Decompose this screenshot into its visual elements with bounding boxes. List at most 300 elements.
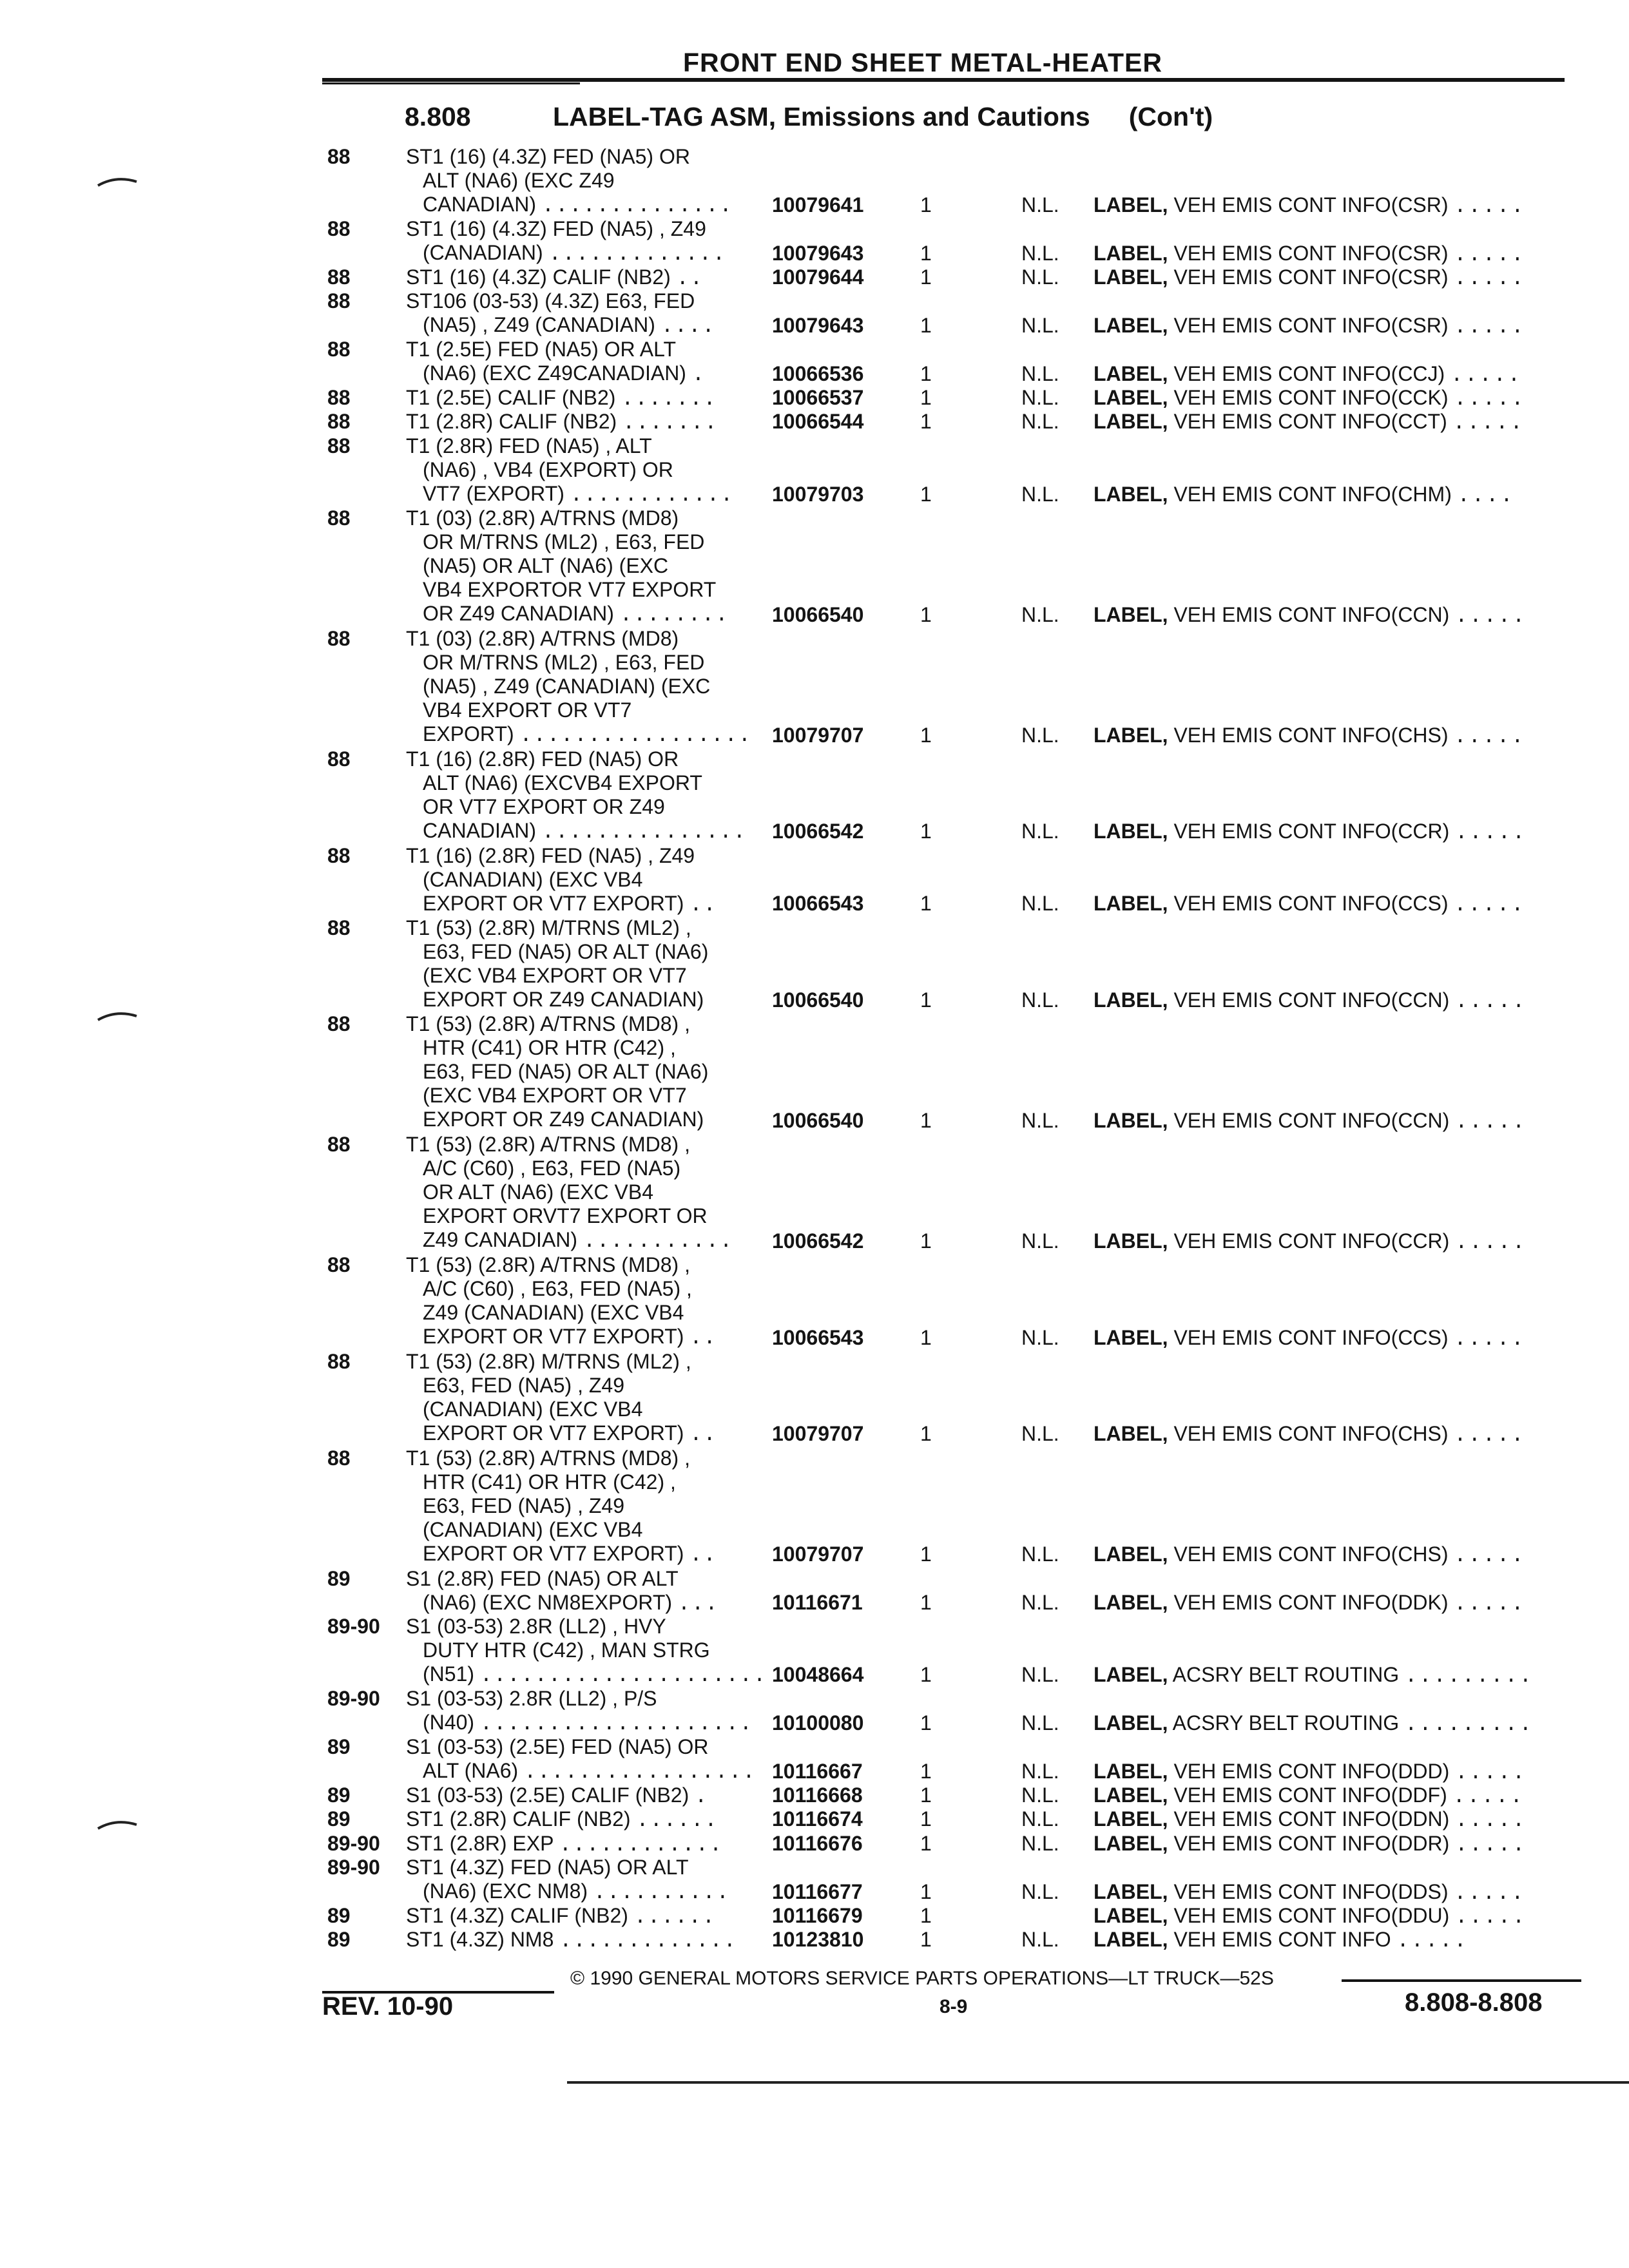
part-description-noun: LABEL, bbox=[1094, 723, 1168, 747]
row-year: 88 bbox=[327, 338, 351, 361]
part-number: 10116676 bbox=[772, 1831, 863, 1855]
table-row bbox=[0, 1615, 1629, 1687]
application-text: (NA5) , Z49 (CANADIAN) bbox=[423, 313, 655, 337]
part-number: 10066540 bbox=[772, 1108, 864, 1132]
table-row bbox=[0, 289, 1629, 338]
part-number: 10116674 bbox=[772, 1807, 863, 1831]
application-text: EXPORT OR VT7 EXPORT) bbox=[423, 1325, 684, 1349]
quantity: 1 bbox=[920, 1229, 932, 1253]
part-description-noun: LABEL, bbox=[1094, 1807, 1168, 1831]
not-listed-code: N.L. bbox=[1021, 988, 1059, 1012]
row-year: 89-90 bbox=[327, 1831, 380, 1855]
leader-dots: ......... bbox=[1405, 1664, 1534, 1689]
table-row bbox=[0, 916, 1629, 1013]
part-description-text: VEH EMIS CONT INFO(DDS) bbox=[1168, 1879, 1449, 1903]
row-application bbox=[406, 1350, 768, 1446]
row-year: 88 bbox=[327, 289, 351, 313]
part-description-text: VEH EMIS CONT INFO(CCS) bbox=[1168, 892, 1449, 916]
application-text: E63, FED (NA5) OR ALT (NA6) bbox=[423, 939, 709, 963]
table-row bbox=[0, 1567, 1629, 1615]
quantity: 1 bbox=[920, 1542, 932, 1566]
not-listed-code: N.L. bbox=[1021, 602, 1059, 626]
row-year: 89-90 bbox=[327, 1687, 380, 1711]
not-listed-code: N.L. bbox=[1021, 892, 1059, 916]
application-text: CANADIAN) bbox=[423, 193, 537, 216]
part-description bbox=[1094, 1326, 1525, 1351]
leader-dots: ............. bbox=[559, 1929, 737, 1954]
part-description-noun: LABEL, bbox=[1094, 1928, 1168, 1952]
row-year: 88 bbox=[327, 747, 351, 771]
application-text: OR M/TRNS (ML2) , E63, FED bbox=[423, 530, 705, 553]
application-line bbox=[406, 1036, 768, 1060]
not-listed-code: N.L. bbox=[1021, 1663, 1059, 1687]
leader-dots: ..... bbox=[1454, 387, 1526, 411]
application-line bbox=[406, 530, 768, 554]
leader-dots: ..... bbox=[1455, 1832, 1527, 1857]
application-line bbox=[406, 1446, 768, 1470]
footer-rule-right bbox=[1342, 1979, 1581, 1982]
application-text: EXPORT OR Z49 CANADIAN) bbox=[423, 987, 704, 1011]
row-application bbox=[406, 217, 768, 266]
application-line bbox=[406, 1157, 768, 1180]
leader-dots: .... bbox=[1457, 483, 1515, 508]
part-description-noun: LABEL, bbox=[1094, 265, 1168, 289]
quantity: 1 bbox=[920, 1711, 932, 1735]
application-text: ALT (NA6) bbox=[423, 1759, 519, 1783]
quantity: 1 bbox=[920, 241, 932, 265]
application-text: (NA5) , Z49 (CANADIAN) (EXC bbox=[423, 674, 711, 698]
row-year: 88 bbox=[327, 626, 351, 650]
leader-dots: .. bbox=[689, 1542, 717, 1567]
row-year: 89 bbox=[327, 1928, 351, 1952]
application-text: ALT (NA6) (EXC Z49 bbox=[423, 169, 615, 192]
part-description bbox=[1094, 820, 1527, 845]
leader-dots: ..... bbox=[1454, 1327, 1526, 1351]
part-description-text: VEH EMIS CONT INFO(CHS) bbox=[1168, 723, 1449, 747]
quantity: 1 bbox=[920, 1904, 932, 1928]
table-row bbox=[0, 338, 1629, 386]
part-description bbox=[1094, 386, 1525, 411]
application-line bbox=[406, 193, 768, 218]
application-text: ST1 (4.3Z) CALIF (NB2) bbox=[406, 1904, 628, 1928]
not-listed-code: N.L. bbox=[1021, 1831, 1059, 1855]
application-text: E63, FED (NA5) , Z49 bbox=[423, 1373, 624, 1397]
application-text: T1 (16) (2.8R) FED (NA5) , Z49 bbox=[406, 843, 695, 867]
part-description-noun: LABEL, bbox=[1094, 1783, 1168, 1807]
leader-dots: ............. bbox=[548, 242, 727, 267]
application-line bbox=[406, 1325, 768, 1350]
part-description-text: VEH EMIS CONT INFO(CSR) bbox=[1168, 313, 1449, 337]
application-text: CANADIAN) bbox=[423, 818, 537, 842]
application-text: (CANADIAN) (EXC VB4 bbox=[423, 1397, 643, 1421]
row-application bbox=[406, 386, 768, 411]
row-application bbox=[406, 434, 768, 507]
part-description-noun: LABEL, bbox=[1094, 482, 1168, 506]
part-description-text: VEH EMIS CONT INFO(DDF) bbox=[1168, 1783, 1447, 1807]
application-line bbox=[406, 1639, 768, 1662]
part-number: 10123810 bbox=[772, 1928, 864, 1952]
row-application bbox=[406, 338, 768, 387]
leader-dots: ..... bbox=[1452, 1785, 1525, 1809]
application-text: T1 (2.5E) FED (NA5) OR ALT bbox=[406, 338, 677, 361]
leader-dots: ....... bbox=[622, 411, 718, 436]
part-number: 10066540 bbox=[772, 602, 864, 626]
part-description bbox=[1094, 1832, 1527, 1857]
application-text: T1 (53) (2.8R) M/TRNS (ML2) , bbox=[406, 1349, 691, 1373]
application-text: EXPORT ORVT7 EXPORT OR bbox=[423, 1204, 708, 1228]
row-application bbox=[406, 1904, 768, 1929]
not-listed-code: N.L. bbox=[1021, 1325, 1059, 1349]
application-text: (CANADIAN) (EXC VB4 bbox=[423, 867, 643, 891]
application-text: HTR (C41) OR HTR (C42) , bbox=[423, 1036, 676, 1060]
leader-dots: ..... bbox=[1454, 1544, 1526, 1568]
part-description bbox=[1094, 1783, 1525, 1809]
application-text: Z49 CANADIAN) bbox=[423, 1228, 578, 1252]
part-description-noun: LABEL, bbox=[1094, 410, 1168, 434]
not-listed-code: N.L. bbox=[1021, 1759, 1059, 1783]
not-listed-code: N.L. bbox=[1021, 1807, 1059, 1831]
application-line bbox=[406, 1084, 768, 1108]
table-row bbox=[0, 434, 1629, 506]
part-description-text: VEH EMIS CONT INFO(CCJ) bbox=[1168, 361, 1445, 385]
table-row bbox=[0, 145, 1629, 217]
part-number: 10079644 bbox=[772, 265, 864, 289]
part-description-noun: LABEL, bbox=[1094, 193, 1168, 216]
application-text: S1 (03-53) (2.5E) FED (NA5) OR bbox=[406, 1735, 709, 1759]
row-year: 88 bbox=[327, 1253, 351, 1277]
application-line bbox=[406, 1204, 768, 1228]
leader-dots: ................. bbox=[519, 723, 752, 747]
part-description-noun: LABEL, bbox=[1094, 1904, 1168, 1928]
application-text: T1 (03) (2.8R) A/TRNS (MD8) bbox=[406, 626, 679, 650]
application-text: (N51) bbox=[423, 1662, 475, 1686]
application-line bbox=[406, 1421, 768, 1446]
part-description-text: VEH EMIS CONT INFO(CHS) bbox=[1168, 1542, 1449, 1566]
part-description-text: VEH EMIS CONT INFO(CHM) bbox=[1168, 482, 1452, 506]
quantity: 1 bbox=[920, 1759, 932, 1783]
not-listed-code: N.L. bbox=[1021, 193, 1059, 216]
application-text: HTR (C41) OR HTR (C42) , bbox=[423, 1470, 676, 1494]
section-heading bbox=[405, 102, 1213, 132]
application-text: VB4 EXPORTOR VT7 EXPORT bbox=[423, 577, 717, 601]
application-text: T1 (03) (2.8R) A/TRNS (MD8) bbox=[406, 506, 679, 530]
application-line bbox=[406, 1807, 768, 1832]
application-text: T1 (53) (2.8R) A/TRNS (MD8) , bbox=[406, 1446, 690, 1470]
row-year: 88 bbox=[327, 410, 351, 434]
leader-dots: ..... bbox=[1455, 1760, 1527, 1785]
part-description-noun: LABEL, bbox=[1094, 988, 1168, 1012]
application-line bbox=[406, 1928, 768, 1953]
application-line bbox=[406, 1879, 768, 1905]
application-line bbox=[406, 145, 768, 169]
part-number: 10079643 bbox=[772, 313, 864, 337]
leader-dots: ........... bbox=[583, 1229, 734, 1254]
row-year: 88 bbox=[327, 506, 351, 530]
row-year: 89-90 bbox=[327, 1856, 380, 1879]
not-listed-code: N.L. bbox=[1021, 820, 1059, 843]
not-listed-code: N.L. bbox=[1021, 482, 1059, 506]
application-text: T1 (2.8R) FED (NA5) , ALT bbox=[406, 434, 652, 457]
application-line bbox=[406, 1615, 768, 1639]
application-line bbox=[406, 1711, 768, 1736]
table-row bbox=[0, 1012, 1629, 1133]
table-row bbox=[0, 1350, 1629, 1446]
row-year: 88 bbox=[327, 385, 351, 409]
part-description-noun: LABEL, bbox=[1094, 1422, 1168, 1446]
part-description-noun: LABEL, bbox=[1094, 1663, 1168, 1687]
application-line bbox=[406, 1518, 768, 1542]
leader-dots: ........ bbox=[619, 602, 729, 627]
part-description bbox=[1094, 1760, 1527, 1785]
part-description bbox=[1094, 1807, 1527, 1832]
section-number: 8.808 bbox=[405, 102, 471, 131]
quantity: 1 bbox=[920, 410, 932, 434]
quantity: 1 bbox=[920, 361, 932, 385]
part-description bbox=[1094, 242, 1525, 267]
row-application bbox=[406, 1735, 768, 1784]
application-text: (NA6) (EXC Z49CANADIAN) bbox=[423, 361, 686, 385]
part-description bbox=[1094, 603, 1527, 628]
quantity: 1 bbox=[920, 313, 932, 337]
application-text: OR VT7 EXPORT OR Z49 bbox=[423, 794, 665, 818]
not-listed-code: N.L. bbox=[1021, 1590, 1059, 1614]
parts-list bbox=[0, 145, 1629, 1952]
row-application bbox=[406, 1567, 768, 1616]
application-line bbox=[406, 434, 768, 458]
part-description bbox=[1094, 1542, 1525, 1568]
application-line bbox=[406, 1133, 768, 1157]
part-description-noun: LABEL, bbox=[1094, 820, 1168, 843]
application-text: ST1 (4.3Z) FED (NA5) OR ALT bbox=[406, 1856, 689, 1879]
row-year: 88 bbox=[327, 217, 351, 241]
not-listed-code: N.L. bbox=[1021, 313, 1059, 337]
part-number: 10079707 bbox=[772, 1542, 864, 1566]
part-number: 10066544 bbox=[772, 410, 864, 434]
quantity: 1 bbox=[920, 1108, 932, 1132]
leader-dots: ..... bbox=[1452, 411, 1525, 436]
application-text: ST1 (2.8R) CALIF (NB2) bbox=[406, 1807, 631, 1831]
part-number: 10079707 bbox=[772, 723, 864, 747]
part-description-noun: LABEL, bbox=[1094, 241, 1168, 265]
row-application bbox=[406, 1856, 768, 1905]
part-description bbox=[1094, 362, 1522, 387]
application-line bbox=[406, 1228, 768, 1253]
application-text: OR Z49 CANADIAN) bbox=[423, 601, 614, 625]
part-number: 10066537 bbox=[772, 385, 864, 409]
application-line bbox=[406, 169, 768, 193]
part-description-noun: LABEL, bbox=[1094, 361, 1168, 385]
part-description-noun: LABEL, bbox=[1094, 1590, 1168, 1614]
application-line bbox=[406, 289, 768, 313]
leader-dots: .................... bbox=[479, 1712, 753, 1736]
application-text: ALT (NA6) (EXCVB4 EXPORT bbox=[423, 771, 702, 794]
table-row bbox=[0, 1832, 1629, 1856]
part-description-noun: LABEL, bbox=[1094, 602, 1168, 626]
row-application bbox=[406, 1446, 768, 1567]
table-row bbox=[0, 410, 1629, 434]
application-line bbox=[406, 386, 768, 411]
binder-punch-mark bbox=[97, 174, 138, 188]
application-line bbox=[406, 1662, 768, 1687]
quantity: 1 bbox=[920, 1663, 932, 1687]
part-description bbox=[1094, 724, 1525, 749]
row-application bbox=[406, 1783, 768, 1809]
row-year: 88 bbox=[327, 145, 351, 168]
application-line bbox=[406, 1060, 768, 1084]
leader-dots: ..... bbox=[1454, 242, 1526, 267]
leader-dots: ..... bbox=[1454, 266, 1526, 291]
not-listed-code: N.L. bbox=[1021, 241, 1059, 265]
table-row bbox=[0, 1253, 1629, 1350]
part-description-noun: LABEL, bbox=[1094, 1759, 1168, 1783]
part-description-noun: LABEL, bbox=[1094, 385, 1168, 409]
part-description-text: VEH EMIS CONT INFO(CSR) bbox=[1168, 193, 1449, 216]
quantity: 1 bbox=[920, 1422, 932, 1446]
row-application bbox=[406, 1012, 768, 1133]
application-text: T1 (16) (2.8R) FED (NA5) OR bbox=[406, 747, 679, 771]
row-year: 89 bbox=[327, 1735, 351, 1759]
application-line bbox=[406, 722, 768, 747]
application-text: VB4 EXPORT OR VT7 bbox=[423, 698, 632, 722]
row-application bbox=[406, 1687, 768, 1736]
part-description-text: VEH EMIS CONT INFO(DDR) bbox=[1168, 1831, 1450, 1855]
part-description-text: VEH EMIS CONT INFO(DDK) bbox=[1168, 1590, 1449, 1614]
not-listed-code: N.L. bbox=[1021, 410, 1059, 434]
table-row bbox=[0, 1446, 1629, 1567]
part-description-text: VEH EMIS CONT INFO(CSR) bbox=[1168, 241, 1449, 265]
part-description-text: VEH EMIS CONT INFO(CCN) bbox=[1168, 602, 1450, 626]
row-application bbox=[406, 916, 768, 1013]
application-line bbox=[406, 747, 768, 771]
application-line bbox=[406, 1567, 768, 1591]
application-text: EXPORT OR VT7 EXPORT) bbox=[423, 891, 684, 915]
quantity: 1 bbox=[920, 1590, 932, 1614]
row-application bbox=[406, 506, 768, 627]
application-text: S1 (2.8R) FED (NA5) OR ALT bbox=[406, 1566, 679, 1590]
quantity: 1 bbox=[920, 1807, 932, 1831]
part-description-text: VEH EMIS CONT INFO bbox=[1168, 1928, 1391, 1952]
table-row bbox=[0, 1783, 1629, 1807]
leader-dots: ............... bbox=[541, 820, 747, 844]
leader-dots: ..... bbox=[1455, 1230, 1527, 1254]
part-description bbox=[1094, 988, 1527, 1014]
row-year: 88 bbox=[327, 843, 351, 867]
table-row bbox=[0, 1735, 1629, 1783]
table-row bbox=[0, 844, 1629, 916]
continued-marker: (Con't) bbox=[1128, 102, 1213, 131]
part-number: 10079641 bbox=[772, 193, 864, 216]
part-description-noun: LABEL, bbox=[1094, 1229, 1168, 1253]
leader-dots: .. bbox=[689, 1326, 717, 1350]
part-number: 10066536 bbox=[772, 361, 864, 385]
table-row bbox=[0, 1687, 1629, 1735]
leader-dots: ..... bbox=[1455, 604, 1527, 628]
application-line bbox=[406, 1277, 768, 1301]
part-description bbox=[1094, 265, 1525, 291]
part-description-text: ACSRY BELT ROUTING bbox=[1168, 1663, 1400, 1687]
footer-page-number: 8-9 bbox=[940, 1996, 968, 2017]
row-year: 88 bbox=[327, 1133, 351, 1157]
application-line bbox=[406, 795, 768, 819]
leader-dots: ..... bbox=[1454, 1423, 1526, 1448]
section-title: LABEL-TAG ASM, Emissions and Cautions bbox=[553, 102, 1090, 131]
leader-dots: ..... bbox=[1455, 1110, 1527, 1134]
application-line bbox=[406, 675, 768, 698]
application-text: EXPORT OR VT7 EXPORT) bbox=[423, 1421, 684, 1445]
leader-dots: ..... bbox=[1455, 1809, 1527, 1833]
part-description-noun: LABEL, bbox=[1094, 1108, 1168, 1132]
row-year: 88 bbox=[327, 1012, 351, 1036]
quantity: 1 bbox=[920, 602, 932, 626]
part-number: 10066542 bbox=[772, 820, 864, 843]
leader-dots: ................. bbox=[524, 1760, 757, 1785]
leader-dots: .... bbox=[660, 314, 716, 339]
row-application bbox=[406, 627, 768, 747]
part-description bbox=[1094, 1711, 1534, 1736]
leader-dots: .. bbox=[676, 266, 704, 291]
leader-dots: ...... bbox=[636, 1809, 718, 1833]
application-line bbox=[406, 844, 768, 868]
table-row bbox=[0, 747, 1629, 844]
part-description-noun: LABEL, bbox=[1094, 313, 1168, 337]
leader-dots: ..... bbox=[1454, 893, 1526, 918]
not-listed-code: N.L. bbox=[1021, 1422, 1059, 1446]
leader-dots: ..... bbox=[1454, 724, 1526, 749]
leader-dots: ..... bbox=[1451, 363, 1523, 387]
row-application bbox=[406, 1133, 768, 1253]
application-line bbox=[406, 1494, 768, 1518]
application-text: S1 (03-53) 2.8R (LL2) , P/S bbox=[406, 1687, 657, 1711]
application-text: ST106 (03-53) (4.3Z) E63, FED bbox=[406, 289, 695, 313]
table-row bbox=[0, 1856, 1629, 1904]
quantity: 1 bbox=[920, 193, 932, 216]
part-description-text: VEH EMIS CONT INFO(CCN) bbox=[1168, 1108, 1450, 1132]
application-text: (CANADIAN) (EXC VB4 bbox=[423, 1517, 643, 1541]
not-listed-code: N.L. bbox=[1021, 1879, 1059, 1903]
binder-punch-mark bbox=[97, 1008, 138, 1023]
application-text: T1 (2.5E) CALIF (NB2) bbox=[406, 385, 616, 409]
part-description-text: VEH EMIS CONT INFO(CCT) bbox=[1168, 410, 1447, 434]
application-line bbox=[406, 1687, 768, 1711]
application-line bbox=[406, 627, 768, 651]
leader-dots: ..... bbox=[1454, 314, 1526, 339]
quantity: 1 bbox=[920, 723, 932, 747]
application-line bbox=[406, 1108, 768, 1133]
part-description bbox=[1094, 1422, 1525, 1447]
part-description bbox=[1094, 1591, 1525, 1616]
quantity: 1 bbox=[920, 1831, 932, 1855]
application-line bbox=[406, 819, 768, 844]
footer-revision: REV. 10-90 bbox=[322, 1992, 454, 2021]
not-listed-code: N.L. bbox=[1021, 1783, 1059, 1807]
application-line bbox=[406, 916, 768, 940]
row-year: 88 bbox=[327, 434, 351, 457]
row-year: 88 bbox=[327, 1349, 351, 1373]
application-line bbox=[406, 554, 768, 578]
quantity: 1 bbox=[920, 1325, 932, 1349]
application-text: (NA6) , VB4 (EXPORT) OR bbox=[423, 457, 673, 481]
part-number: 10079643 bbox=[772, 241, 864, 265]
application-text: T1 (2.8R) CALIF (NB2) bbox=[406, 410, 617, 434]
application-text: (N40) bbox=[423, 1711, 475, 1735]
part-number: 10066543 bbox=[772, 892, 864, 916]
row-application bbox=[406, 1615, 768, 1687]
row-year: 88 bbox=[327, 265, 351, 289]
part-number: 10116668 bbox=[772, 1783, 863, 1807]
bottom-rule bbox=[567, 2081, 1629, 2084]
table-row bbox=[0, 1133, 1629, 1253]
leader-dots: ...... bbox=[633, 1905, 717, 1930]
